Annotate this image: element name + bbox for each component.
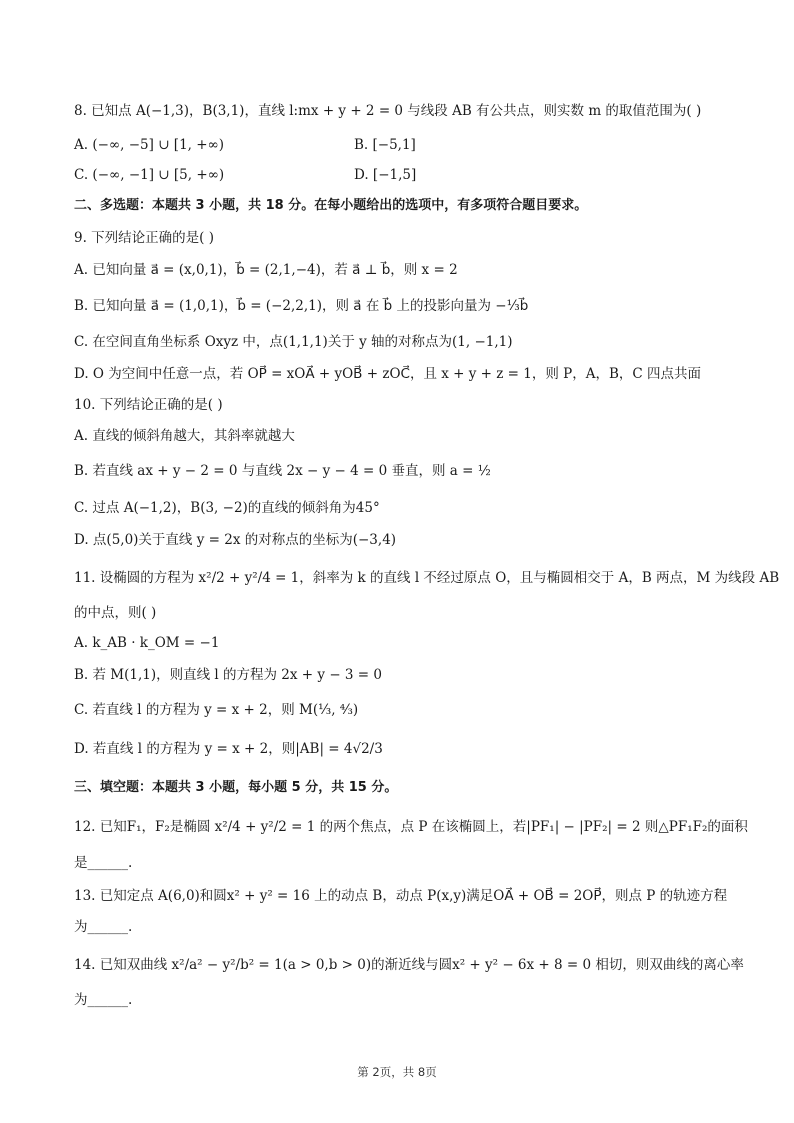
q8-option-a: A. (−∞, −5] ∪ [1, +∞) (74, 137, 225, 153)
section-3-heading: 三、填空题：本题共 3 小题，每小题 5 分，共 15 分。 (74, 780, 398, 795)
q13-line-2: 为______. (74, 919, 133, 935)
page-footer: 第 2页，共 8页 (357, 1065, 437, 1079)
section-2-heading: 二、多选题：本题共 3 小题，共 18 分。在每小题给出的选项中，有多项符合题目要求。 (74, 198, 588, 213)
q10-option-d: D. 点(5,0)关于直线 y = 2x 的对称点的坐标为(−3,4) (74, 532, 397, 548)
q9-option-c: C. 在空间直角坐标系 Oxyz 中，点(1,1,1)关于 y 轴的对称点为(1, −1,1) (74, 334, 513, 350)
q11-option-b: B. 若 M(1,1)，则直线 l 的方程为 2x + y − 3 = 0 (74, 667, 383, 683)
q14-line-2: 为______. (74, 992, 133, 1008)
q9-option-b: B. 已知向量 a⃗ = (1,0,1)，b⃗ = (−2,2,1)，则 a⃗ 在 b⃗ 上的投影向量为 −⅓b⃗ (74, 298, 529, 314)
q11-stem-line-1: 11. 设椭圆的方程为 x²/2 + y²/4 = 1，斜率为 k 的直线 l 不经过原点 O，且与椭圆相交于 A，B 两点，M 为线段 AB (74, 570, 780, 586)
q13-line-1: 13. 已知定点 A(6,0)和圆x² + y² = 16 上的动点 B，动点 P(x,y)满足OA⃗ + OB⃗ = 2OP⃗，则点 P 的轨迹方程 (74, 888, 728, 904)
q12-line-2: 是______. (74, 855, 133, 871)
q10-option-c: C. 过点 A(−1,2)，B(3, −2)的直线的倾斜角为45° (74, 500, 380, 516)
q8-option-c: C. (−∞, −1] ∪ [5, +∞) (74, 167, 225, 183)
q11-option-a: A. k_AB · k_OM = −1 (74, 635, 220, 651)
q12-line-1: 12. 已知F₁，F₂是椭圆 x²/4 + y²/2 = 1 的两个焦点，点 P 在该椭圆上，若|PF₁| − |PF₂| = 2 则△PF₁F₂的面积 (74, 819, 748, 835)
q10-option-a: A. 直线的倾斜角越大，其斜率就越大 (74, 428, 295, 444)
q8-option-d: D. [−1,5] (354, 167, 417, 183)
q10-stem: 10. 下列结论正确的是( ) (74, 397, 223, 413)
q9-option-d: D. O 为空间中任意一点，若 OP⃗ = xOA⃗ + yOB⃗ + zOC⃗，且 x + y + z = 1，则 P，A，B，C 四点共面 (74, 366, 702, 382)
q9-stem: 9. 下列结论正确的是( ) (74, 230, 214, 246)
q11-stem-line-2: 的中点，则( ) (74, 605, 157, 621)
q11-option-d: D. 若直线 l 的方程为 y = x + 2，则|AB| = 4√2/3 (74, 741, 383, 757)
q11-option-c: C. 若直线 l 的方程为 y = x + 2，则 M(⅓, ⁴⁄₃) (74, 702, 359, 718)
q10-option-b: B. 若直线 ax + y − 2 = 0 与直线 2x − y − 4 = 0 垂直，则 a = ½ (74, 463, 491, 479)
q9-option-a: A. 已知向量 a⃗ = (x,0,1)，b⃗ = (2,1,−4)，若 a⃗ ⊥ b⃗，则 x = 2 (74, 262, 458, 278)
q8-option-b: B. [−5,1] (354, 137, 416, 153)
q14-line-1: 14. 已知双曲线 x²/a² − y²/b² = 1(a > 0,b > 0)的渐近线与圆x² + y² − 6x + 8 = 0 相切，则双曲线的离心率 (74, 957, 744, 973)
q8-stem: 8. 已知点 A(−1,3)，B(3,1)，直线 l:mx + y + 2 = 0 与线段 AB 有公共点，则实数 m 的取值范围为( ) (74, 103, 702, 119)
